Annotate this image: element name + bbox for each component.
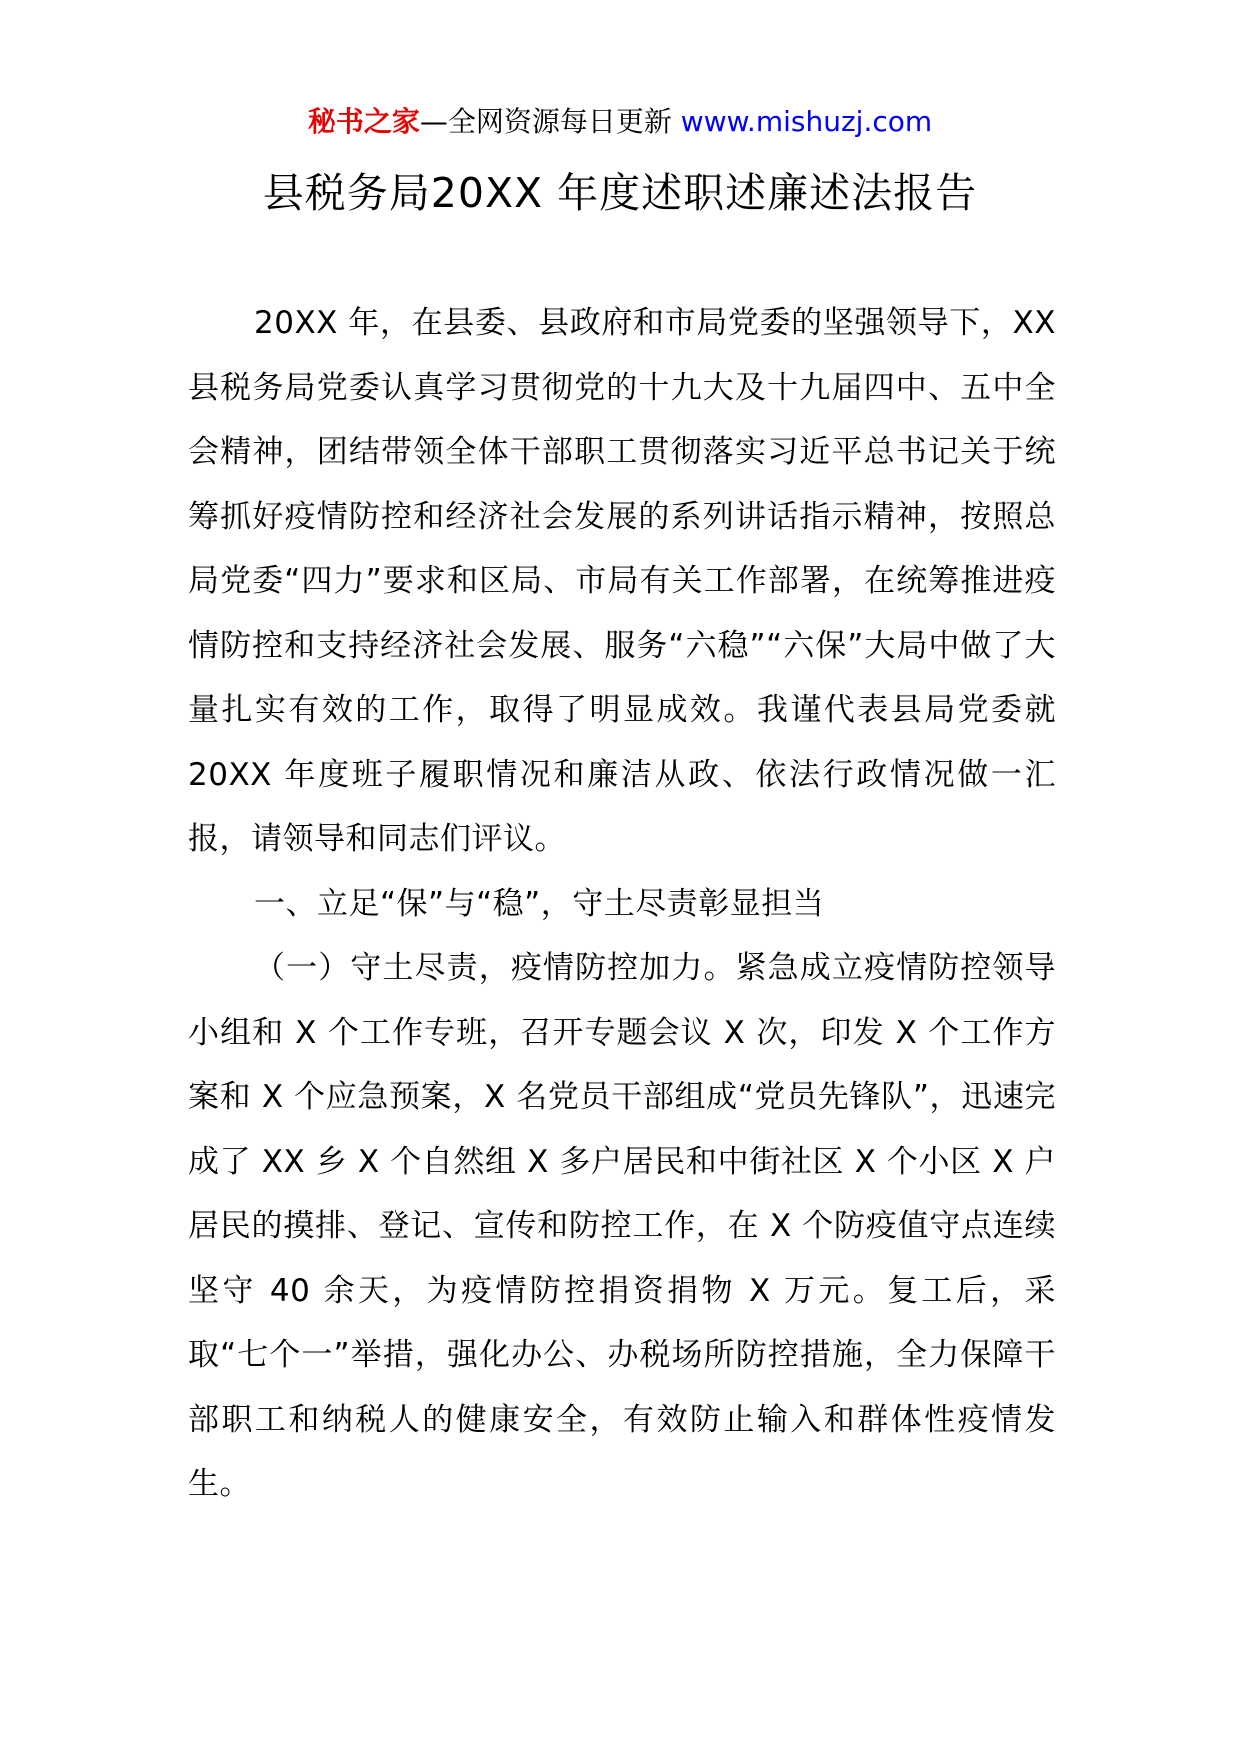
header-tagline: —全网资源每日更新 <box>419 105 672 138</box>
subsection-paragraph: （一）守土尽责，疫情防控加力。紧急成立疫情防控领导小组和 X 个工作专班，召开专题会议 X 次，印发 X 个工作方案和 X 个应急预案，X 名党员干部组成“党员先锋队”，迅速完成了 XX 乡 X 个自然组 X 多户居民和中街社区 X 个小区 X 户居民的摸排、登记、宣传和防控工作，在 X 个防疫值守点连续坚守 40 余天，为疫情防控捐资捐物 X 万元。复工后，采取“七个一”举措，强化办公、办税场所防控措施，全力保障干部职工和纳税人的健康安全，有效防止输入和群体性疫情发生。 <box>188 950 1056 1502</box>
page-header <box>0 100 1240 144</box>
header-brand: 秘书之家 <box>307 105 420 138</box>
section-heading: 一、立足“保”与“稳”，守土尽责彰显担当 <box>254 885 825 922</box>
document-title: 县税务局20XX 年度述职述廉述法报告 <box>262 169 978 217</box>
document-body <box>188 291 1056 1517</box>
intro-paragraph: 20XX 年，在县委、县政府和市局党委的坚强领导下，XX 县税务局党委认真学习贯彻党的十九大及十九届四中、五中全会精神，团结带领全体干部职工贯彻落实习近平总书记关于统筹抓好疫情防控和经济社会发展的系列讲话指示精神，按照总局党委“四力”要求和区局、市局有关工作部署，在统筹推进疫情防控和支持经济社会发展、服务“六稳”“六保”大局中做了大量扎实有效的工作，取得了明显成效。我谨代表县局党委就 20XX 年度班子履职情况和廉洁从政、依法行政情况做一汇报，请领导和同志们评议。 <box>188 305 1056 857</box>
header-url-link[interactable]: www.mishuzj.com <box>680 105 933 138</box>
